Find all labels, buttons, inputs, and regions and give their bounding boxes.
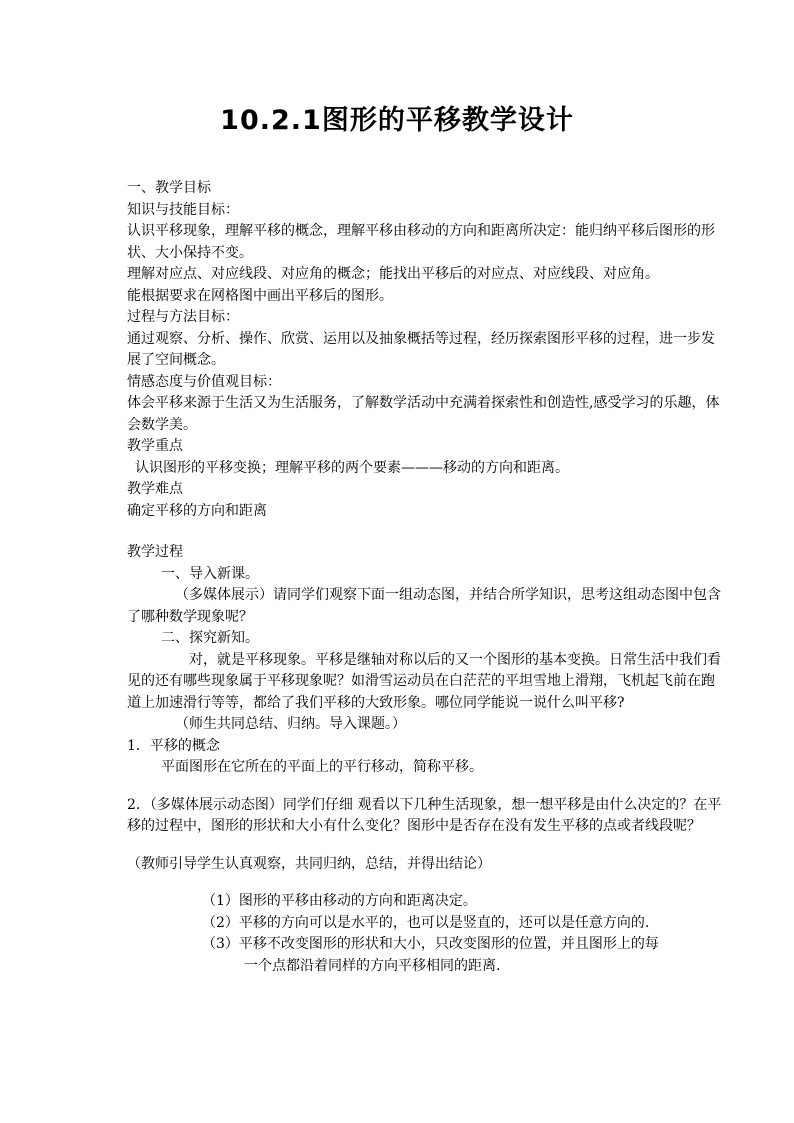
spacer <box>127 779 727 795</box>
concept-text: 平面图形在它所在的平面上的平行移动，简称平移。 <box>161 759 483 775</box>
key-heading: 教学重点 <box>127 438 183 454</box>
conclusion-3-continued: 一个点都沿着同样的方向平移相同的距离. <box>244 957 501 974</box>
difficulty-item-1: 确定平移的方向和距离 <box>127 502 267 519</box>
concept-heading: 1．平移的概念 <box>127 737 220 754</box>
conclusion-2: （2）平移的方向可以是水平的，也可以是竖直的，还可以是任意方向的. <box>202 914 650 931</box>
question-2-text: 2．（多媒体展示动态图）同学们仔细 观看以下几种生活现象，想一想平移是由什么决定的？在平移的过程中，图形的形状和大小有什么变化？图形中是否存在没有发生平移的点或者线段呢？ <box>127 796 722 834</box>
step-2-note: （师生共同总结、归纳。导入课题。） <box>175 716 406 732</box>
conclusion-3: （3）平移不改变图形的形状和大小，只改变图形的位置，并且图形上的每 <box>202 936 659 952</box>
step-2-text: 对，就是平移现象。平移是继轴对称以后的又一个图形的基本变换。日常生活中我们看见的还有哪些现象属于平移现象呢？如滑雪运动员在白茫茫的平坦雪地上滑翔，飞机起飞前在跑道上加速滑行等等，都给了我们平移的大致形象。哪位同学能说一说什么叫平移? <box>127 651 721 711</box>
step-1-text: （多媒体展示）请同学们观察下面一组动态图，并结合所学知识，思考这组动态图中包含了哪种数学现象呢？ <box>127 587 721 625</box>
knowledge-item-2: 理解对应点、对应线段、对应角的概念；能找出平移后的对应点、对应线段、对应角。 <box>127 266 659 282</box>
spacer <box>127 522 727 542</box>
knowledge-item-1: 认识平移现象，理解平移的概念，理解平移由移动的方向和距离所决定：能归纳平移后图形的形状、大小保持不变。 <box>127 223 715 261</box>
process-flow-heading: 教学过程 <box>127 544 183 560</box>
process-item-1: 通过观察、分析、操作、欣赏、运用以及抽象概括等过程，经历探索图形平移的过程，进一步发展了空间概念。 <box>127 330 715 368</box>
knowledge-item-3: 能根据要求在网格图中画出平移后的图形。 <box>127 287 393 304</box>
knowledge-heading: 知识与技能目标： <box>127 201 239 218</box>
key-item-1: 认识图形的平移变换；理解平移的两个要素———移动的方向和距离。 <box>135 459 569 476</box>
difficulty-heading: 教学难点 <box>127 481 183 497</box>
emotion-heading: 情感态度与价值观目标： <box>127 373 281 390</box>
process-heading: 过程与方法目标： <box>127 309 239 325</box>
document-title: 10.2.1图形的平移教学设计 <box>220 105 574 136</box>
conclusion-1: （1）图形的平移由移动的方向和距离决定。 <box>202 893 477 909</box>
spacer <box>127 875 727 891</box>
step-2-heading: 二、探究新知。 <box>161 630 259 646</box>
document-body <box>127 178 727 977</box>
spacer <box>127 838 727 854</box>
emotion-item-1: 体会平移来源于生活又为生活服务，了解数学活动中充满着探索性和创造性,感受学习的乐趣，体会数学美。 <box>127 395 720 433</box>
step-1-heading: 一、导入新课。 <box>161 565 259 582</box>
guide-text: （教师引导学生认真观察，共同归纳，总结，并得出结论） <box>127 855 491 872</box>
conclusions-list <box>127 891 727 977</box>
goals-heading: 一、教学目标 <box>127 180 211 196</box>
